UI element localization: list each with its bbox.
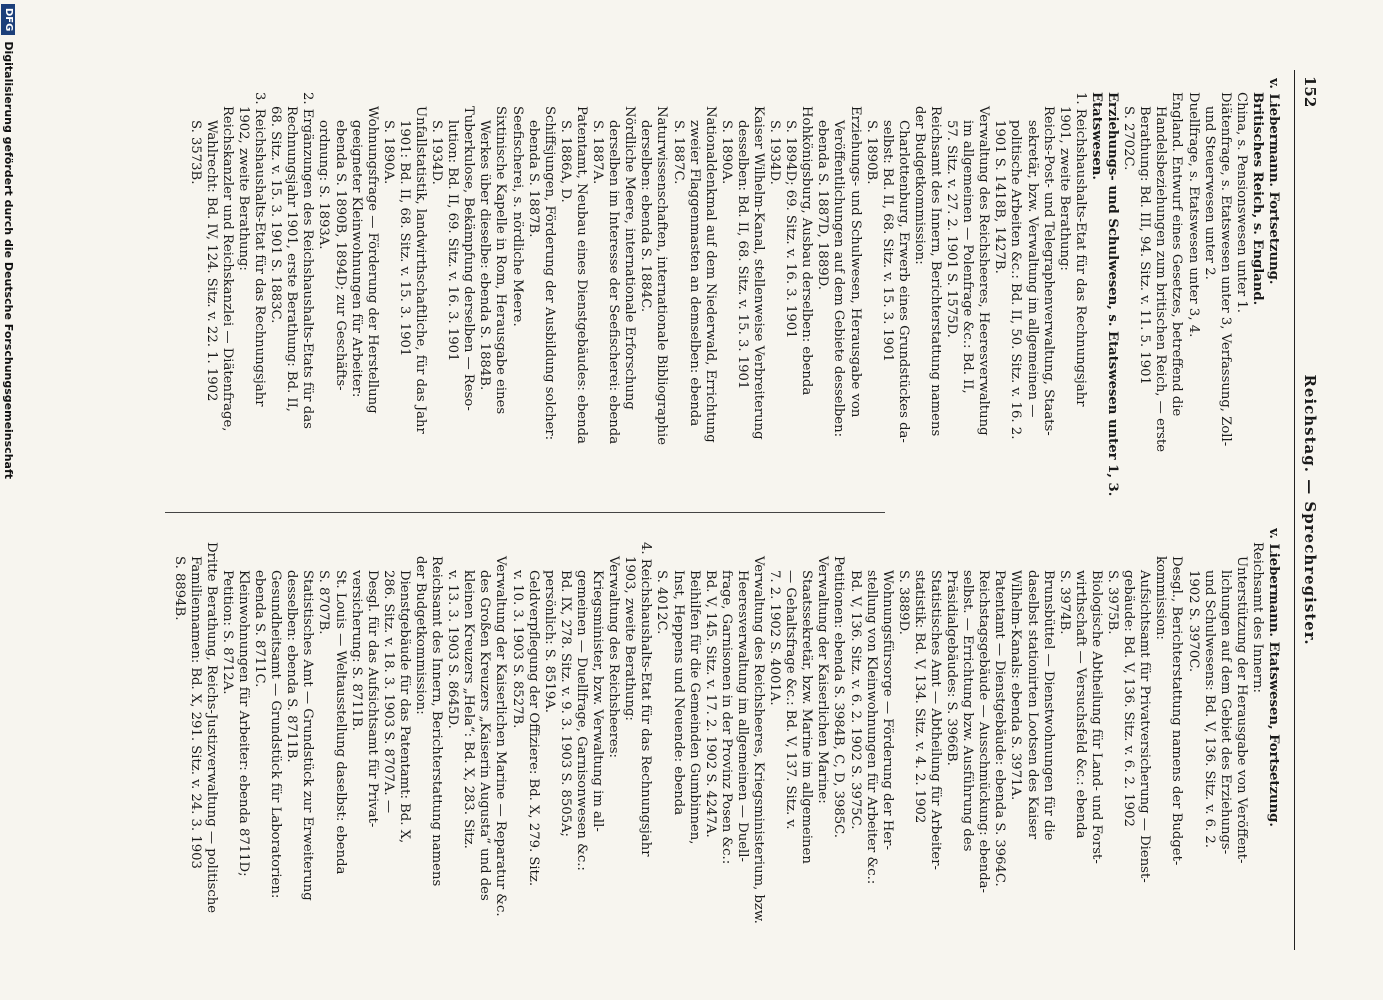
text-line: Bd. V, 136. Sitz. v. 6. 2. 1902 S. 3975C.: [847, 570, 863, 830]
text-line: 2. Ergänzungen des Reichshaushalts-Etats für das: [300, 92, 316, 429]
text-line: gebäude: Bd. V, 136. Sitz. v. 6. 2. 1902: [1121, 570, 1137, 827]
text-line: ebenda S. 1887B.: [525, 120, 541, 238]
text-line: Berathung: Bd. III, 94. Sitz. v. 11. 5. 1901: [1137, 106, 1153, 385]
text-line: 4. Reichshaushalts-Etat für das Rechnungsjahr: [638, 542, 654, 857]
text-line: Nördliche Meere, internationale Erforschung: [622, 106, 638, 410]
text-line: 7. 2. 1902 S. 4001A.: [767, 570, 783, 706]
text-line: Wohnungsfürsorge — Förderung der Her-: [879, 570, 895, 850]
text-line: kleinen Kreuzers „Hela“: Bd. X, 283. Sitz.: [461, 570, 477, 849]
text-line: Naturwissenschaften, internationale Bibliographie: [654, 106, 670, 445]
text-line: S. 1934D.: [767, 120, 783, 185]
text-line: lichungen auf dem Gebiet des Erziehungs-: [1217, 570, 1233, 855]
text-line: des Großen Kreuzers „Kaiserin Augusta“ und des: [477, 570, 493, 901]
text-line: versicherung: S. 8711B.: [348, 570, 364, 731]
page-number: 152: [1301, 76, 1319, 108]
text-line: ebenda S. 8711C.: [252, 570, 268, 688]
text-line: Duellfrage, s. Etatswesen unter 3, 4.: [1185, 92, 1201, 338]
text-line: 1. Reichshaushalts-Etat für das Rechnungsjahr: [1072, 92, 1088, 407]
text-line: Desgl. für das Aufsichtsamt für Privat-: [364, 570, 380, 828]
text-line: ordnung: S. 1893A.: [316, 120, 332, 250]
text-line: zweier Flaggenmasten an demselben: ebenda: [686, 120, 702, 427]
text-line: Inst, Heppens und Neuende: ebenda: [670, 570, 686, 816]
text-line: S. 1887A.: [590, 120, 606, 185]
text-line: Reichskanzler und Reichskanzlei — Diätenfrage,: [219, 106, 235, 432]
text-line: Petition: S. 8712A.: [219, 570, 235, 695]
text-line: S. 3975B.: [1105, 570, 1121, 635]
text-line: S. 1894D; 69. Sitz. v. 16. 3. 1901: [783, 120, 799, 339]
text-line: 1903, zweite Berathung:: [622, 556, 638, 721]
text-line: Reichsamt des Innern, Berichterstattung namens: [928, 106, 944, 437]
text-line: S. 4012C.: [654, 570, 670, 635]
text-line: 1901 S. 1418B, 1427B.: [992, 120, 1008, 274]
text-line: statistik: Bd. V, 134. Sitz. v. 4. 2. 1902: [911, 570, 927, 824]
text-line: Verwaltung des Reichsheeres, Kriegsministerium, bzw.: [751, 556, 766, 924]
text-line: S. 2702C.: [1121, 106, 1137, 171]
text-line: Erziehungs- und Schulwesen, s. Etatswesen unter 1, 3.: [1105, 92, 1121, 497]
text-line: Erziehungs- und Schulwesen, Herausgabe von: [847, 106, 863, 418]
text-line: Wilhelm-Kanals: ebenda S. 3971A.: [1008, 570, 1024, 801]
text-line: Etatswesen.: [1088, 92, 1104, 180]
text-line: Aufsichtsamt für Privatversicherung — Dienst-: [1137, 570, 1153, 883]
text-line: S. 1890A.: [718, 120, 734, 185]
column-divider: [165, 512, 885, 513]
text-line: Geldverpflegung der Offiziere: Bd. X, 279. Sitz.: [525, 570, 541, 887]
text-line: S. 8707B.: [316, 570, 332, 635]
text-line: Sixtinische Kapelle in Rom, Herausgabe eines: [493, 106, 509, 415]
footer-text: Digitalisierung gefördert durch die Deutsche Forschungsgemeinschaft: [2, 41, 15, 480]
text-line: Kleinwohnungen für Arbeiter: ebenda 8711D;: [236, 570, 251, 877]
text-line: Tuberkulose, Bekämpfung derselben — Reso-: [461, 106, 477, 411]
text-line: China, s. Pensionswesen unter 1.: [1233, 92, 1249, 313]
text-line: S. 1890B.: [863, 120, 879, 185]
text-line: Wohnungsfrage — Förderung der Herstellung: [364, 106, 380, 414]
text-line: 1902, zweite Berathung:: [236, 106, 251, 271]
text-line: Reichsamt des Innern, Berichterstattung namens: [429, 556, 445, 887]
text-line: Bd. V, 145. Sitz. v. 17. 2. 1902 S. 4247A.: [702, 570, 718, 838]
text-line: Bd. IX, 278. Sitz. v. 9. 3. 1903 S. 8505A;: [557, 570, 573, 837]
text-line: — Gehaltsfrage &c.: Bd. V, 137. Sitz. v.: [783, 570, 799, 830]
text-line: Veröffentlichungen auf dem Gebiete desselben:: [831, 120, 847, 438]
text-line: desselben: ebenda S. 8711B.: [284, 570, 300, 763]
text-line: ebenda S. 1887D, 1889D.: [815, 120, 831, 290]
text-line: selbst: Bd. II, 68. Sitz. v. 15. 3. 1901: [879, 120, 895, 363]
text-line: Statistisches Amt — Grundstück zur Erweiterung: [300, 570, 316, 901]
text-line: desselben: Bd. II, 68. Sitz. v. 15. 3. 1901: [734, 120, 750, 390]
text-line: Unfallstatistik, landwirthschaftliche, für das Jahr: [413, 106, 429, 434]
text-line: v. Liebermann. Etatswesen, Fortsetzung.: [1266, 528, 1281, 827]
text-line: Verwaltung des Reichsheeres:: [606, 556, 622, 758]
running-title: Reichstag. — Sprechregister.: [1301, 374, 1319, 646]
text-line: der Budgetkommission:: [911, 106, 927, 265]
text-line: kommission:: [1153, 556, 1169, 640]
text-line: S. 3889D.: [895, 570, 911, 635]
text-line: derselben im Interesse der Seefischerei: ebenda: [606, 120, 622, 445]
text-line: v. 13. 3. 1903 S. 8645D.: [445, 570, 461, 729]
text-line: Gesundheitsamt — Grundstück für Laboratorien:: [268, 570, 284, 899]
text-line: politische Arbeiten &c.: Bd. II, 50. Sitz. v. 16. 2.: [1008, 120, 1024, 440]
text-line: Unterstützung der Herausgabe von Veröffent-: [1233, 556, 1249, 864]
text-line: daselbst stationirten Lootsen des Kaiser: [1024, 570, 1040, 840]
text-line: Desgl., Berichterstattung namens der Budget-: [1169, 556, 1185, 866]
text-line: Seefischerei, s. nördliche Meere.: [509, 106, 525, 327]
text-line: Nationaldenkmal auf dem Niederwald, Errichtung: [702, 106, 718, 443]
text-line: S. 8894B.: [171, 556, 187, 621]
text-line: Heeresverwaltung im allgemeinen — Duell-: [734, 570, 750, 862]
text-line: und Steuerwesen unter 2.: [1201, 106, 1217, 280]
text-line: Kriegsminister, bzw. Verwaltung im all-: [590, 570, 606, 832]
text-line: Britisches Reich, s. England.: [1249, 92, 1265, 306]
text-line: geeigneter Kleinwohnungen für Arbeiter:: [348, 120, 364, 398]
text-line: Statistisches Amt — Abtheilung für Arbeiter-: [928, 570, 944, 870]
text-line: Charlottenburg, Erwerb eines Grundstückes da-: [895, 120, 911, 443]
text-line: lution: Bd. II, 69. Sitz. v. 16. 3. 1901: [445, 120, 461, 362]
text-line: wirthschaft — Versuchsfeld &c.: ebenda: [1072, 570, 1088, 839]
text-line: 286. Sitz. v. 18. 3. 1903 S. 8707A. —: [380, 570, 396, 814]
text-line: 1902 S. 3970C.: [1185, 570, 1201, 673]
text-line: Schiffsjungen, Förderung der Ausbildung solcher:: [541, 106, 557, 441]
text-line: gemeinen — Duellfrage, Garnisonwesen &c.:: [573, 570, 589, 871]
text-line: Biologische Abtheilung für Land- und Forst-: [1088, 570, 1104, 864]
text-line: S. 3573B.: [187, 120, 203, 185]
dfg-logo: DFG: [2, 4, 16, 35]
digitization-footer: [0, 0, 17, 1000]
text-line: selbst. — Errichtung bzw. Ausführung des: [960, 570, 976, 852]
text-line: Handelsbeziehungen zum britischen Reich, — erste: [1153, 106, 1169, 453]
text-line: stellung von Kleinwohnungen für Arbeiter &c.:: [863, 570, 879, 885]
text-line: im allgemeinen — Polenfrage &c.: Bd. II,: [960, 120, 976, 394]
text-line: Brunsbüttel — Dienstwohnungen für die: [1040, 570, 1056, 841]
text-line: Reichsamt des Innern:: [1249, 542, 1265, 693]
text-line: S. 1886A, D.: [557, 120, 573, 203]
text-line: Verwaltung des Reichsheeres, Heeresverwaltung: [976, 106, 992, 436]
text-line: Verwaltung der Kaiserlichen Marine:: [815, 556, 831, 804]
text-line: 57. Sitz. v. 27. 2. 1901 S. 1575D.: [944, 120, 960, 338]
text-line: S. 3974B.: [1056, 570, 1072, 635]
text-line: 1901, zweite Berathung:: [1056, 106, 1072, 271]
text-line: Wahlrecht: Bd. IV, 124. Sitz. v. 22. 1. 1902: [203, 120, 219, 402]
text-line: S. 1934D.: [429, 120, 445, 185]
text-line: 3. Reichshaushalts-Etat für das Rechnungsjahr: [252, 92, 268, 407]
text-line: frage, Garnisonen in der Provinz Posen &c.:: [718, 570, 734, 865]
text-line: Dienstgebäude für das Patentamt: Bd. X,: [396, 570, 412, 844]
text-line: der Budgetkommission:: [413, 556, 429, 715]
text-line: persönlich: S. 8519A.: [541, 570, 557, 713]
text-line: S. 1887C.: [670, 120, 686, 185]
text-line: Petitionen: ebenda S. 3984B, C, D, 3985C.: [831, 556, 847, 838]
text-line: Verwaltung der Kaiserlichen Marine — Reparatur &c.: [493, 556, 509, 917]
text-line: 68. Sitz. v. 15. 3. 1901 S. 1883C.: [268, 106, 284, 324]
text-line: Werkes über dieselbe: ebenda S. 1884B.: [477, 120, 493, 391]
text-line: ebenda S. 1890B, 1894D; zur Geschäfts-: [332, 120, 348, 391]
text-line: Reichstagsgebäude — Ausschmückung: ebenda-: [976, 570, 992, 894]
text-line: Beihilfen für die Gemeinden Gumbinnen,: [686, 570, 702, 845]
right-column: [171, 528, 1281, 958]
text-line: St. Louis — Weltausstellung daselbst: ebenda: [332, 570, 348, 875]
text-line: Patentamt, Neubau eines Dienstgebäudes: ebenda: [573, 106, 589, 444]
text-line: v. 10. 3. 1903 S. 8527B.: [509, 570, 525, 729]
text-line: v. Liebermann. Fortsetzung.: [1266, 78, 1281, 285]
text-line: Rechnungsjahr 1901, erste Berathung: Bd. II,: [284, 106, 300, 413]
text-line: S. 1890A.: [380, 120, 396, 185]
left-column: [187, 78, 1281, 508]
text-line: Diätenfrage, s. Etatswesen unter 3, Verfassung, Zoll-: [1217, 92, 1233, 447]
text-line: 1901: Bd. II, 68. Sitz. v. 15. 3. 1901: [396, 120, 412, 357]
text-line: England. Entwurf eines Gesetzes, betreffend die: [1169, 92, 1185, 417]
text-line: Patentamt — Dienstgebäude: ebenda S. 3964C.: [992, 570, 1008, 887]
text-line: Präsidialgebäudes: S. 3966B.: [944, 570, 960, 766]
text-line: Staatssekretär, bzw. Marine im allgemeinen: [799, 570, 815, 864]
text-line: sekretär, bzw. Verwaltung im allgemeinen —: [1024, 120, 1040, 418]
text-line: Kaiser Wilhelm-Kanal, stellenweise Verbreiterung: [751, 106, 766, 440]
text-line: Reichs-Post- und Telegraphenverwaltung, Staats-: [1040, 106, 1056, 436]
text-line: Hohkönigsburg, Ausbau derselben: ebenda: [799, 106, 815, 396]
text-line: Familiennamen: Bd. X, 291. Sitz. v. 24. 3. 1903: [187, 556, 203, 869]
page-header: [1294, 70, 1321, 950]
text-line: derselben: ebenda S. 1884C.: [638, 120, 654, 313]
text-line: und Schulwesens: Bd. V, 136. Sitz. v. 6. 2.: [1201, 570, 1217, 848]
text-line: Dritte Berathung, Reichs-Justizverwaltung — politische: [203, 542, 219, 914]
